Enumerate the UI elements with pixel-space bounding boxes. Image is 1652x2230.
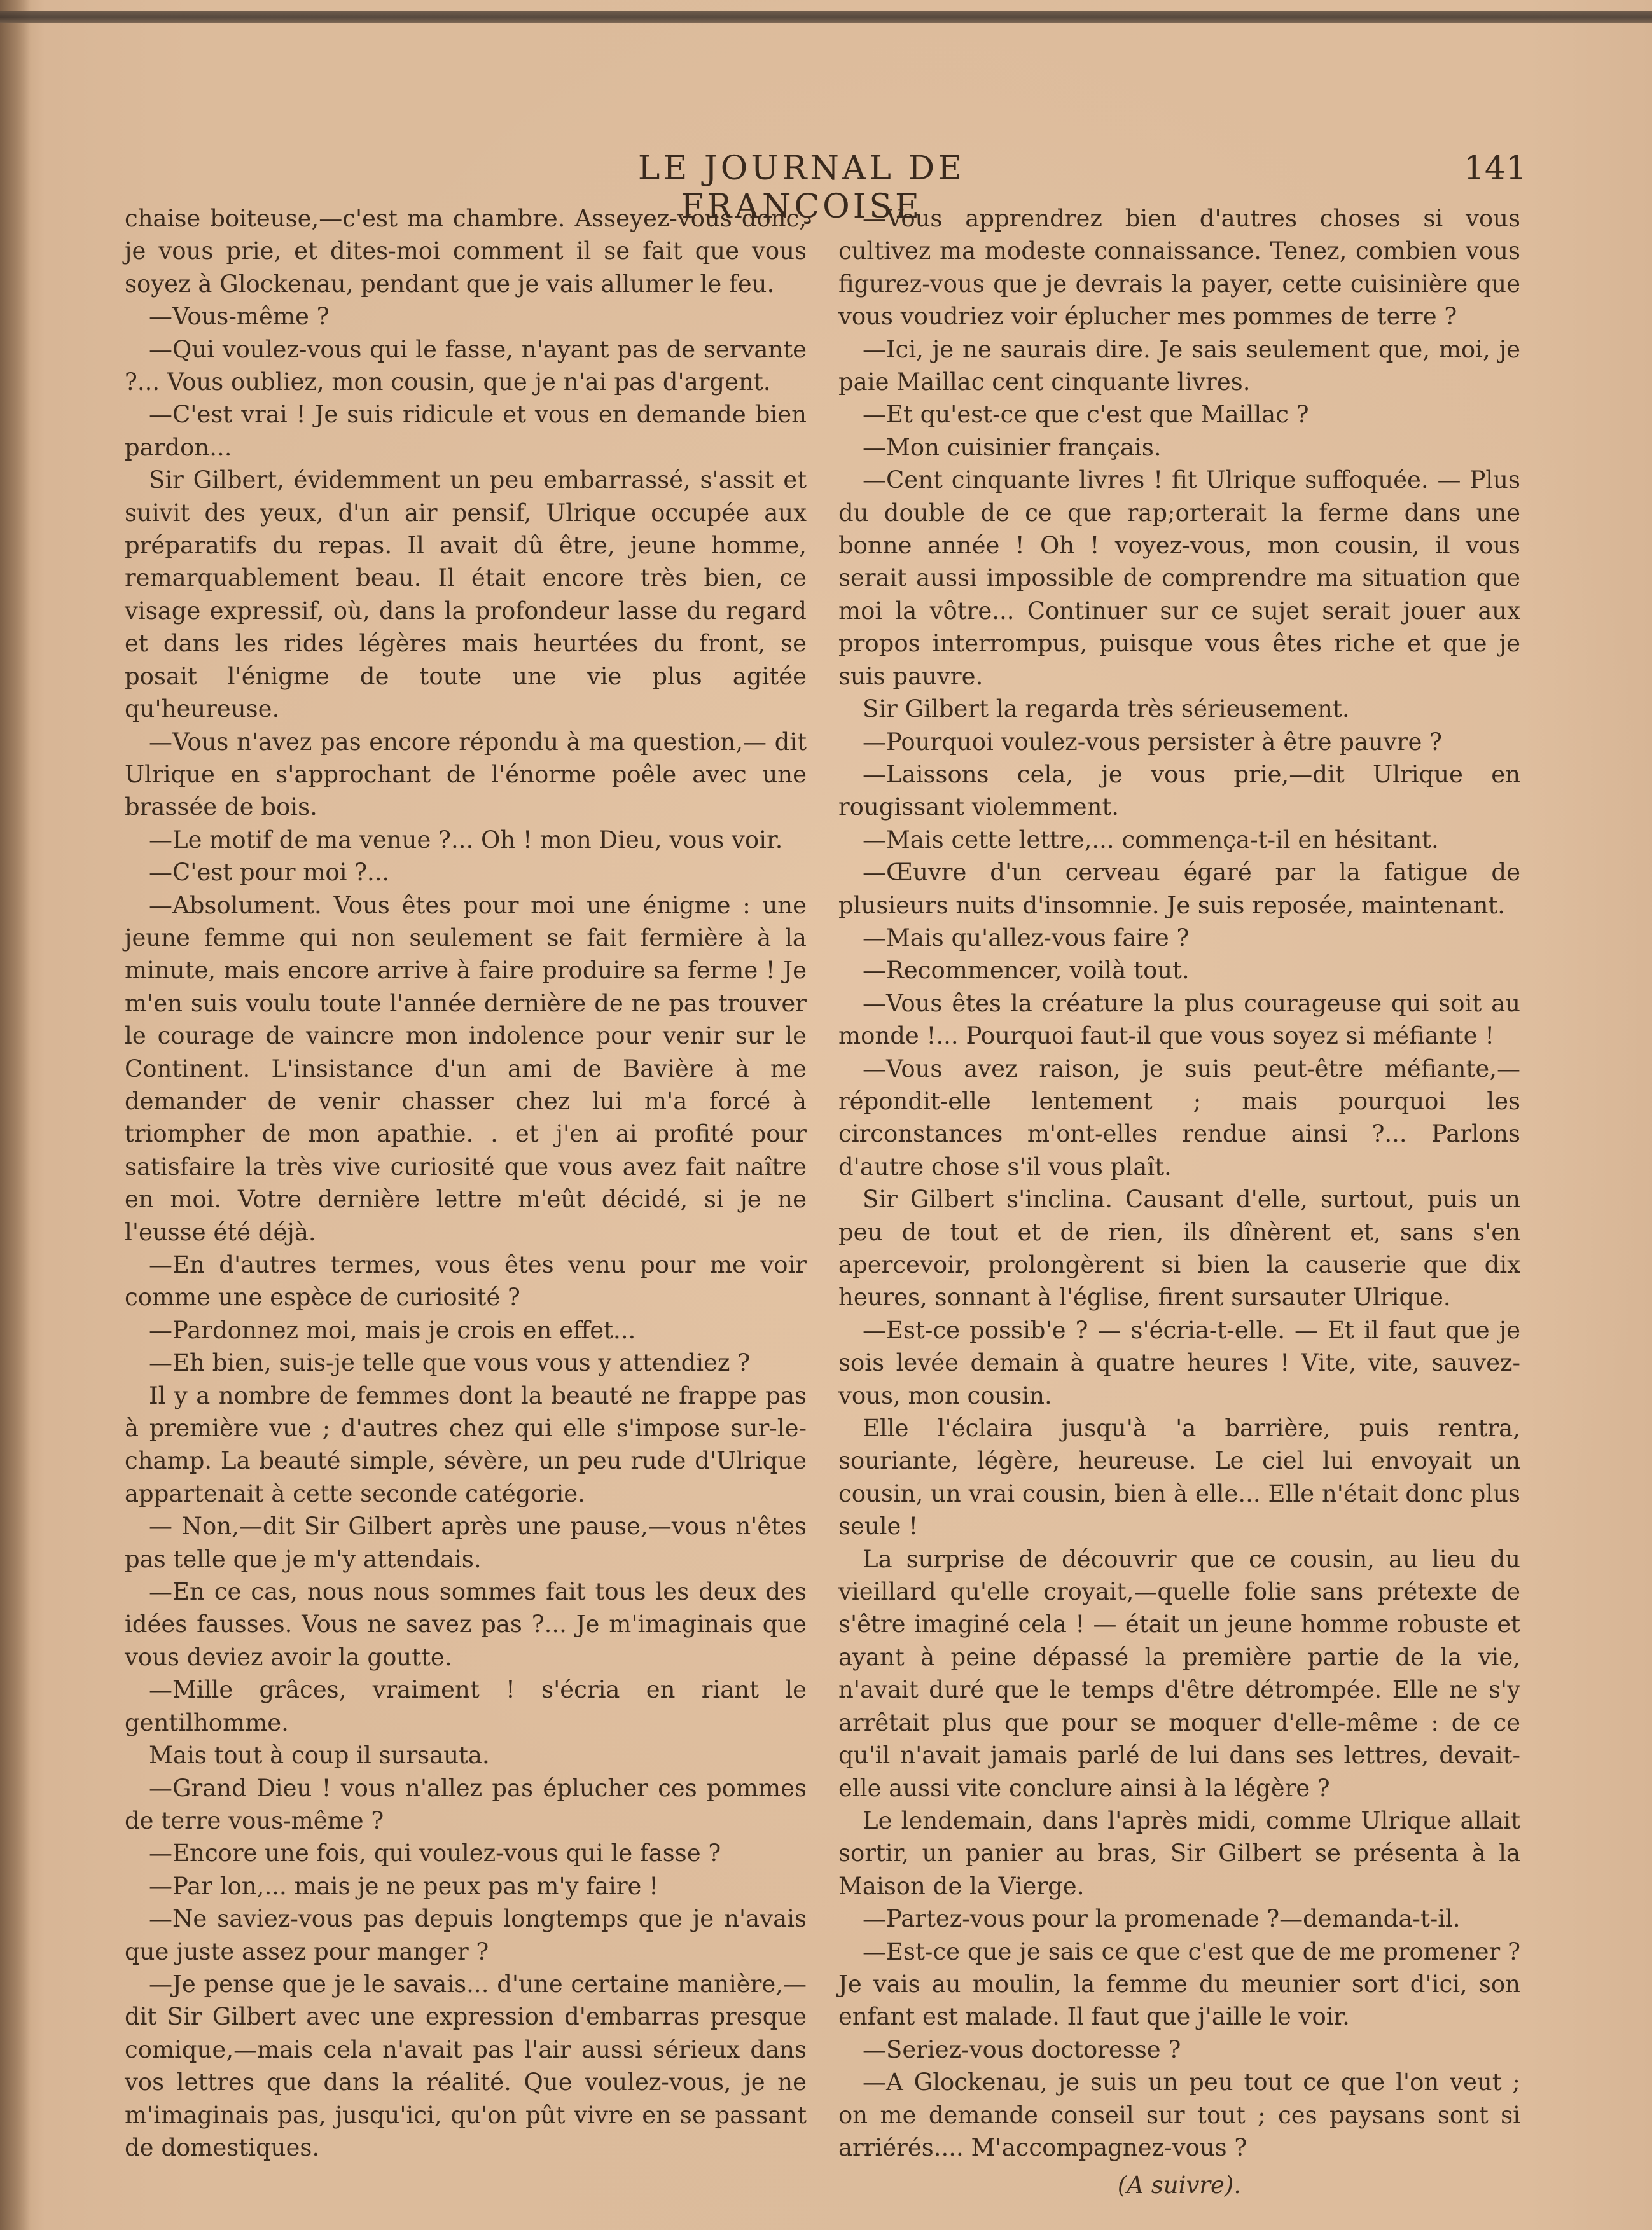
paragraph: chaise boiteuse,—c'est ma chambre. Asseyez-vous donc, je vous prie, et dites-moi comment il se fait que vous soyez à Glockenau, pendant que je vais allumer le feu. (125, 205, 807, 298)
paragraph: —Qui voulez-vous qui le fasse, n'ayant pas de servante ?... Vous oubliez, mon cousin, que je n'ai pas d'argent. (125, 335, 807, 396)
paragraph: —Absolument. Vous êtes pour moi une énigme : une jeune femme qui non seulement se fait fermière à la minute, mais encore arrive à faire produire sa ferme ! Je m'en suis voulu toute l'année dernière de ne pas trouver le courage de vaincre mon indolence pour venir sur le Continent. L'insistance d'un ami de Bavière à me demander de venir chasser chez lui m'a forcé à triompher de mon apathie. . et j'en ai profité pour satisfaire la très vive curiosité que vous avez fait naître en moi. Votre dernière lettre m'eût décidé, si je ne l'eusse été déjà. (125, 891, 807, 1246)
paragraph: Mais tout à coup il sursauta. (149, 1742, 490, 1769)
paragraph: —Mon cuisinier français. (863, 433, 1162, 461)
paragraph: —Partez-vous pour la promenade ?—demanda-t-il. (863, 1905, 1461, 1933)
paragraph: —Le motif de ma venue ?... Oh ! mon Dieu, vous voir. (149, 826, 783, 854)
top-rule (0, 11, 1652, 23)
paragraph: —Grand Dieu ! vous n'allez pas éplucher ces pommes de terre vous-même ? (125, 1774, 807, 1834)
paragraph: —Et qu'est-ce que c'est que Maillac ? (863, 401, 1309, 429)
paragraph: Le lendemain, dans l'après midi, comme Ulrique allait sortir, un panier au bras, Sir Gilbert se présenta à la Maison de la Vierge. (838, 1806, 1520, 1900)
paragraph: —Recommencer, voilà tout. (863, 957, 1190, 985)
paragraph: Sir Gilbert la regarda très sérieusement. (863, 695, 1350, 723)
paragraph: —En ce cas, nous nous sommes fait tous les deux des idées fausses. Vous ne savez pas ?... Je m'imaginais que vous deviez avoir la goutte. (125, 1578, 807, 1671)
to-be-continued-note: (A suivre). (1117, 2171, 1242, 2199)
paragraph: —Encore une fois, qui voulez-vous qui le fasse ? (149, 1839, 721, 1867)
page-number: 141 (1463, 149, 1527, 188)
paragraph: —C'est pour moi ?... (149, 859, 390, 887)
paragraph: —Mille grâces, vraiment ! s'écria en riant le gentilhomme. (125, 1676, 807, 1736)
paragraph: —En d'autres termes, vous êtes venu pour me voir comme une espèce de curiosité ? (125, 1251, 807, 1312)
paragraph: —Est-ce que je sais ce que c'est que de me promener ? Je vais au moulin, la femme du meunier sort d'ici, son enfant est malade. Il faut que j'aille le voir. (838, 1937, 1520, 2031)
paragraph: Elle l'éclaira jusqu'à 'a barrière, puis rentra, souriante, légère, heureuse. Le ciel lui envoyait un cousin, un vrai cousin, bien à elle... Elle n'était donc plus seule ! (838, 1415, 1520, 1541)
paragraph: —Ne saviez-vous pas depuis longtemps que je n'avais que juste assez pour manger ? (125, 1905, 807, 1965)
paragraph: —Cent cinquante livres ! fit Ulrique suffoquée. — Plus du double de ce que rap;orterait la ferme dans une bonne année ! Oh ! voyez-vous, mon cousin, il vous serait aussi impossible de comprendre ma situation que moi la vôtre... Continuer sur ce sujet serait jouer aux propos interrompus, puisque vous êtes riche et que je suis pauvre. (838, 466, 1520, 690)
paragraph: — Non,—dit Sir Gilbert après une pause,—vous n'êtes pas telle que je m'y attendais. (125, 1513, 807, 1573)
paragraph: La surprise de découvrir que ce cousin, au lieu du vieillard qu'elle croyait,—quelle folie sans prétexte de s'être imaginé cela ! — était un jeune homme robuste et ayant à peine dépassé la première partie de la vie, n'avait duré que le temps d'être détrompée. Elle ne s'y arrêtait plus que pour se moquer d'elle-même : de ce qu'il n'avait jamais parlé de lui dans ses lettres, devait-elle aussi vite conclure ainsi à la légère ? (838, 1545, 1520, 1802)
paragraph: Sir Gilbert s'inclina. Causant d'elle, surtout, puis un peu de tout et de rien, ils dînèrent et, sans s'en apercevoir, prolongèrent si bien la causerie que dix heures, sonnant à l'église, firent sursauter Ulrique. (838, 1186, 1520, 1312)
paragraph: —Vous avez raison, je suis peut-être méfiante,—répondit-elle lentement ; mais pourquoi les circonstances m'ont-elles rendue ainsi ?... Parlons d'autre chose s'il vous plaît. (838, 1055, 1520, 1181)
paragraph: —Eh bien, suis-je telle que vous vous y attendiez ? (149, 1349, 751, 1377)
paragraph: Il y a nombre de femmes dont la beauté ne frappe pas à première vue ; d'autres chez qui elle s'impose sur-le-champ. La beauté simple, sévère, un peu rude d'Ulrique appartenait à cette seconde catégorie. (125, 1382, 807, 1507)
paragraph: —Vous êtes la créature la plus courageuse qui soit au monde !... Pourquoi faut-il que vous soyez si méfiante ! (838, 989, 1520, 1050)
paragraph: —Vous n'avez pas encore répondu à ma question,— dit Ulrique en s'approchant de l'énorme poêle avec une brassée de bois. (125, 728, 807, 821)
left-column (125, 202, 807, 2164)
paragraph: —Par lon,... mais je ne peux pas m'y faire ! (149, 1872, 659, 1900)
paragraph: —Seriez-vous doctoresse ? (863, 2035, 1181, 2063)
paragraph: —Pardonnez moi, mais je crois en effet... (149, 1316, 636, 1344)
paragraph: —Mais cette lettre,... commença-t-il en hésitant. (863, 826, 1439, 854)
right-column (838, 202, 1520, 2202)
paragraph: —Mais qu'allez-vous faire ? (863, 924, 1190, 952)
paragraph: —A Glockenau, je suis un peu tout ce que l'on veut ; on me demande conseil sur tout ; ces paysans sont si arriérés.... M'accompagnez-vous ? (838, 2068, 1520, 2161)
paragraph: —Vous-même ? (149, 303, 330, 331)
paragraph: —Ici, je ne saurais dire. Je sais seulement que, moi, je paie Maillac cent cinquante livres. (838, 335, 1520, 396)
paragraph: —Je pense que je le savais... d'une certaine manière,— dit Sir Gilbert avec une expression d'embarras presque comique,—mais cela n'avait pas l'air aussi sérieux dans vos lettres que dans la réalité. Que voulez-vous, je ne m'imaginais pas, jusqu'ici, qu'on pût vivre en se passant de domestiques. (125, 1970, 807, 2161)
binding-shadow (0, 0, 31, 2230)
paragraph: —Pourquoi voulez-vous persister à être pauvre ? (863, 728, 1442, 756)
paragraph: —Vous apprendrez bien d'autres choses si vous cultivez ma modeste connaissance. Tenez, combien vous figurez-vous que je devrais la payer, cette cuisinière que vous voudriez voir éplucher mes pommes de terre ? (838, 205, 1520, 331)
paragraph: —Est-ce possib'e ? — s'écria-t-elle. — Et il faut que je sois levée demain à quatre heures ! Vite, vite, sauvez-vous, mon cousin. (838, 1316, 1520, 1409)
paragraph: Sir Gilbert, évidemment un peu embarrassé, s'assit et suivit des yeux, d'un air pensif, Ulrique occupée aux préparatifs du repas. Il avait dû être, jeune homme, remarquablement beau. Il était encore très bien, ce visage expressif, où, dans la profondeur lasse du regard et dans les rides légères mais heurtées du front, se posait l'énigme de toute une vie plus agitée qu'heureuse. (125, 466, 807, 723)
paragraph: —Laissons cela, je vous prie,—dit Ulrique en rougissant violemment. (838, 760, 1520, 821)
paragraph: —C'est vrai ! Je suis ridicule et vous en demande bien pardon... (125, 401, 807, 461)
paragraph: —Œuvre d'un cerveau égaré par la fatigue de plusieurs nuits d'insomnie. Je suis reposée, maintenant. (838, 859, 1520, 919)
journal-title: LE JOURNAL DE FRANÇOISE (637, 149, 966, 226)
